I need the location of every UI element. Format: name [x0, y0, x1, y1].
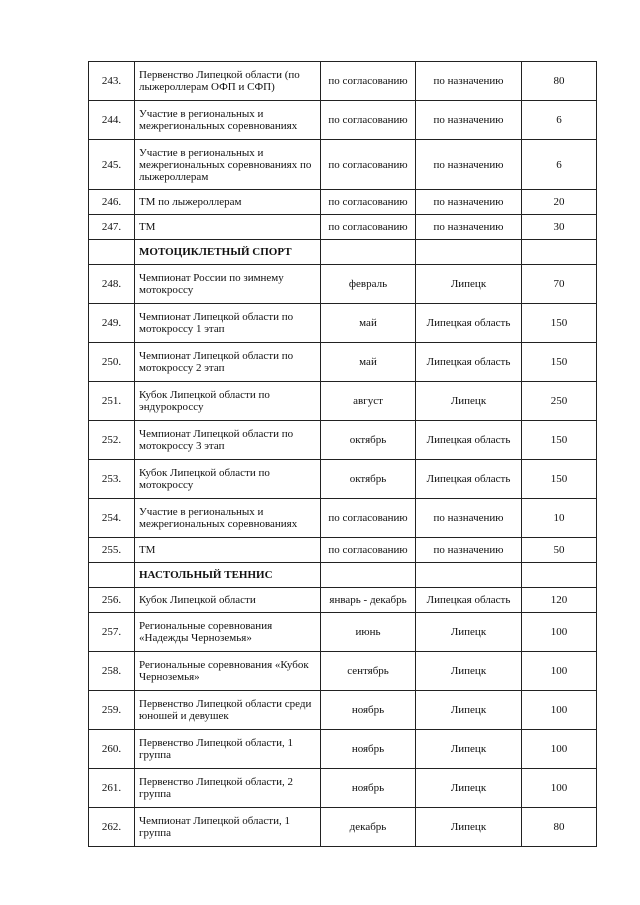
event-place — [416, 563, 522, 588]
event-name: Чемпионат Липецкой области по мотокроссу 2 этап — [135, 343, 321, 382]
table-row — [89, 808, 597, 847]
row-number: 259. — [89, 691, 135, 730]
event-date: май — [321, 343, 416, 382]
event-date: по согласованию — [321, 190, 416, 215]
event-place: по назначению — [416, 538, 522, 563]
table-row — [89, 140, 597, 190]
event-date: февраль — [321, 265, 416, 304]
table-row — [89, 460, 597, 499]
event-place: Липецк — [416, 652, 522, 691]
section-title: МОТОЦИКЛЕТНЫЙ СПОРТ — [135, 240, 321, 265]
table-row — [89, 382, 597, 421]
table-row — [89, 588, 597, 613]
event-name: Региональные соревнования «Кубок Черноземья» — [135, 652, 321, 691]
event-name: Чемпионат Липецкой области по мотокроссу 1 этап — [135, 304, 321, 343]
event-place: Липецк — [416, 691, 522, 730]
event-name: ТМ по лыжероллерам — [135, 190, 321, 215]
participant-count: 80 — [522, 62, 597, 101]
participant-count — [522, 240, 597, 265]
table-row — [89, 691, 597, 730]
table-row — [89, 499, 597, 538]
event-date: ноябрь — [321, 691, 416, 730]
participant-count: 150 — [522, 460, 597, 499]
row-number: 252. — [89, 421, 135, 460]
participant-count — [522, 563, 597, 588]
section-row — [89, 563, 597, 588]
participant-count: 6 — [522, 101, 597, 140]
row-number: 250. — [89, 343, 135, 382]
row-number: 262. — [89, 808, 135, 847]
row-number: 245. — [89, 140, 135, 190]
table-row — [89, 730, 597, 769]
event-name: Участие в региональных и межрегиональных соревнованиях по лыжероллерам — [135, 140, 321, 190]
event-place: Липецк — [416, 382, 522, 421]
event-name: Кубок Липецкой области по мотокроссу — [135, 460, 321, 499]
row-number: 255. — [89, 538, 135, 563]
participant-count: 120 — [522, 588, 597, 613]
table-row — [89, 652, 597, 691]
row-number: 251. — [89, 382, 135, 421]
participant-count: 30 — [522, 215, 597, 240]
event-place: Липецкая область — [416, 588, 522, 613]
table-row — [89, 265, 597, 304]
event-date: август — [321, 382, 416, 421]
participant-count: 20 — [522, 190, 597, 215]
event-date: декабрь — [321, 808, 416, 847]
row-number — [89, 240, 135, 265]
event-place: Липецк — [416, 730, 522, 769]
event-date: май — [321, 304, 416, 343]
participant-count: 80 — [522, 808, 597, 847]
row-number: 247. — [89, 215, 135, 240]
participant-count: 70 — [522, 265, 597, 304]
event-name: Чемпионат России по зимнему мотокроссу — [135, 265, 321, 304]
event-name: ТМ — [135, 538, 321, 563]
row-number: 249. — [89, 304, 135, 343]
table-row — [89, 613, 597, 652]
table-row — [89, 769, 597, 808]
event-date: по согласованию — [321, 499, 416, 538]
event-place: Липецк — [416, 808, 522, 847]
row-number: 261. — [89, 769, 135, 808]
participant-count: 50 — [522, 538, 597, 563]
event-place: по назначению — [416, 190, 522, 215]
participant-count: 150 — [522, 343, 597, 382]
participant-count: 100 — [522, 769, 597, 808]
table-row — [89, 101, 597, 140]
row-number: 246. — [89, 190, 135, 215]
table-row — [89, 62, 597, 101]
table-row — [89, 538, 597, 563]
event-date: октябрь — [321, 421, 416, 460]
event-place: Липецк — [416, 613, 522, 652]
event-place: по назначению — [416, 215, 522, 240]
row-number: 260. — [89, 730, 135, 769]
row-number: 253. — [89, 460, 135, 499]
event-name: Первенство Липецкой области среди юношей и девушек — [135, 691, 321, 730]
event-place — [416, 240, 522, 265]
events-table — [88, 61, 597, 847]
participant-count: 100 — [522, 691, 597, 730]
event-date — [321, 563, 416, 588]
event-date: по согласованию — [321, 538, 416, 563]
row-number: 244. — [89, 101, 135, 140]
event-place: Липецкая область — [416, 421, 522, 460]
event-name: Кубок Липецкой области по эндурокроссу — [135, 382, 321, 421]
event-date — [321, 240, 416, 265]
event-name: ТМ — [135, 215, 321, 240]
participant-count: 150 — [522, 304, 597, 343]
event-date: по согласованию — [321, 62, 416, 101]
table-row — [89, 215, 597, 240]
event-name: Первенство Липецкой области, 1 группа — [135, 730, 321, 769]
event-name: Кубок Липецкой области — [135, 588, 321, 613]
table-row — [89, 343, 597, 382]
participant-count: 100 — [522, 613, 597, 652]
event-place: Липецкая область — [416, 460, 522, 499]
table-row — [89, 304, 597, 343]
event-place: по назначению — [416, 62, 522, 101]
row-number: 243. — [89, 62, 135, 101]
event-date: по согласованию — [321, 101, 416, 140]
event-date: октябрь — [321, 460, 416, 499]
event-name: Чемпионат Липецкой области, 1 группа — [135, 808, 321, 847]
event-place: Липецкая область — [416, 343, 522, 382]
participant-count: 250 — [522, 382, 597, 421]
section-row — [89, 240, 597, 265]
row-number: 256. — [89, 588, 135, 613]
event-place: Липецк — [416, 265, 522, 304]
event-name: Первенство Липецкой области (по лыжероллерам ОФП и СФП) — [135, 62, 321, 101]
event-place: по назначению — [416, 499, 522, 538]
events-table-body — [89, 62, 597, 847]
event-date: январь - декабрь — [321, 588, 416, 613]
event-place: по назначению — [416, 140, 522, 190]
table-row — [89, 190, 597, 215]
event-date: ноябрь — [321, 769, 416, 808]
section-title: НАСТОЛЬНЫЙ ТЕННИС — [135, 563, 321, 588]
event-place: Липецк — [416, 769, 522, 808]
event-name: Участие в региональных и межрегиональных соревнованиях — [135, 101, 321, 140]
row-number — [89, 563, 135, 588]
row-number: 248. — [89, 265, 135, 304]
table-row — [89, 421, 597, 460]
event-date: июнь — [321, 613, 416, 652]
event-date: по согласованию — [321, 140, 416, 190]
event-date: ноябрь — [321, 730, 416, 769]
event-name: Региональные соревнования «Надежды Черноземья» — [135, 613, 321, 652]
event-place: по назначению — [416, 101, 522, 140]
participant-count: 150 — [522, 421, 597, 460]
row-number: 257. — [89, 613, 135, 652]
participant-count: 100 — [522, 730, 597, 769]
row-number: 258. — [89, 652, 135, 691]
participant-count: 100 — [522, 652, 597, 691]
row-number: 254. — [89, 499, 135, 538]
participant-count: 6 — [522, 140, 597, 190]
participant-count: 10 — [522, 499, 597, 538]
event-name: Первенство Липецкой области, 2 группа — [135, 769, 321, 808]
event-name: Чемпионат Липецкой области по мотокроссу 3 этап — [135, 421, 321, 460]
event-date: по согласованию — [321, 215, 416, 240]
event-place: Липецкая область — [416, 304, 522, 343]
event-name: Участие в региональных и межрегиональных соревнованиях — [135, 499, 321, 538]
event-date: сентябрь — [321, 652, 416, 691]
